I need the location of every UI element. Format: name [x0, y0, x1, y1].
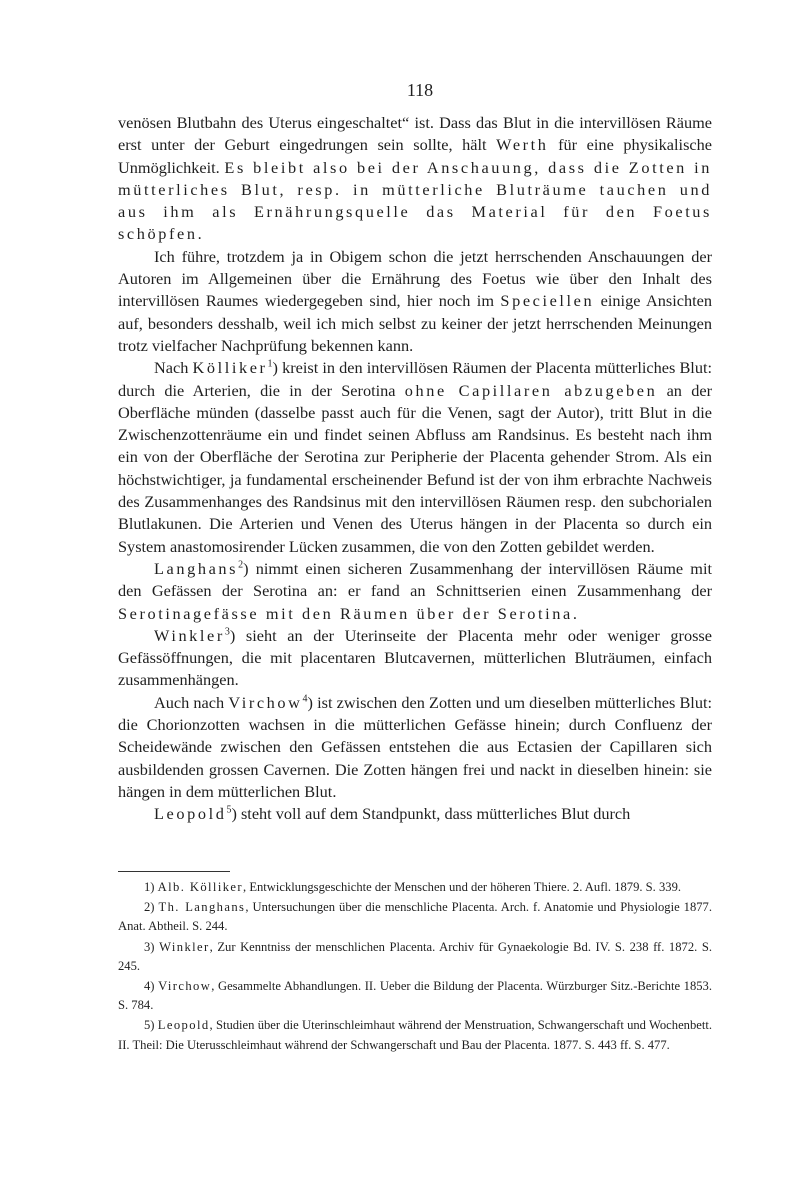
footnote-number: 2): [144, 900, 155, 915]
text-run: ) ist zwischen den Zotten und um dieselben mütterliches Blut: die Chorionzotten wachsen in die mütterlichen Gefässe hinein; durch Confluenz der Scheidewände zwischen den Gefässen entstehen die aus Ectasien der Capillaren sich ausbildenden grossen Cavernen. Die Zotten hängen frei und nackt in dieselben hinein: sie hängen in dem mütterlichen Blut.: [118, 692, 713, 801]
spaced-name: Langhans: [154, 558, 239, 578]
footnote-ref: 5: [226, 804, 232, 816]
text-run: Auch nach: [154, 692, 229, 712]
footnote-number: 5): [144, 1018, 155, 1033]
spaced-name: Kölliker: [192, 358, 268, 378]
spaced-name: Leopold: [154, 804, 227, 824]
text-run: Ich führe, trotzdem ja in Obigem schon die jetzt herrschenden Anschauungen der Autoren im Allgemeinen über die Ernährung des Foetus wie über den Inhalt des intervillösen Raumes wiedergegeben sind, hier noch im: [118, 246, 712, 311]
text-run: ) kreist in den intervillösen Räumen der Placenta mütterliches Blut: durch die Arterien, die in der Serotina: [118, 358, 713, 400]
footnote-author: Leopold: [157, 1018, 210, 1033]
paragraph-4: [118, 558, 712, 625]
footnote-author: Alb. Kölliker: [157, 880, 244, 894]
footnote-author: Winkler: [159, 939, 210, 954]
spaced-name: Winkler: [154, 625, 225, 645]
footnote-text: , Entwicklungsgeschichte der Menschen und der höheren Thiere. 2. Aufl. 1879. S. 339.: [243, 880, 682, 894]
footnote-1: [118, 878, 712, 897]
footnote-3: [118, 938, 712, 976]
footnote-author: Th. Langhans: [158, 900, 246, 915]
footnote-number: 4): [144, 979, 155, 994]
footnote-text: , Zur Kenntniss der menschlichen Placenta. Archiv für Gynaekologie Bd. IV. S. 238 ff. 1872. S. 245.: [118, 939, 712, 973]
footnote-author: Virchow: [158, 979, 212, 994]
paragraph-5: [118, 625, 712, 692]
paragraph-3: [118, 357, 712, 558]
footnote-ref: 1: [267, 358, 273, 370]
footnote-text: , Untersuchungen über die menschliche Placenta. Arch. f. Anatomie und Physiologie 1877. Anat. Abtheil. S. 244.: [118, 900, 712, 934]
page-number: 118: [406, 80, 434, 100]
spaced-emphasis: Serotinagefässe mit den Räumen über der Serotina.: [118, 603, 580, 623]
spaced-emphasis: Es bleibt also bei der Anschauung, dass die Zotten in mütterliches Blut, resp. in mütterliche Bluträume tauchen und aus ihm als Ernährungsquelle das Material für den Foetus schöpfen.: [118, 157, 713, 244]
footnote-ref: 4: [302, 693, 308, 705]
footnote-text: , Gesammelte Abhandlungen. II. Ueber die Bildung der Placenta. Würzburger Sitz.-Berichte 1853. S. 784.: [118, 979, 712, 1013]
spaced-emphasis: ohne Capillaren abzugeben: [404, 380, 658, 400]
footnote-5: [118, 1016, 712, 1054]
footnotes: [118, 878, 712, 1056]
footnote-ref: 2: [238, 559, 244, 571]
text-run: venösen Blutbahn des Uterus eingeschaltet“ ist. Dass das Blut in die intervillösen Räume erst unter der Geburt eingedrungen sein sollte, hält: [118, 113, 712, 155]
footnote-number: 1): [144, 880, 155, 894]
paragraph-7: [118, 803, 712, 825]
text-run: an der Oberfläche münden (dasselbe passt auch für die Venen, sagt der Autor), tritt Blut in die Zwischenzottenräume ein und findet seinen Abfluss am Randsinus. Es besteht nach ihm ein von der Oberfläche der Serotina zur Peripherie der Placenta gehender Strom. Als ein höchstwichtiger, ja fundamental erscheinender Befund ist der von ihm erbrachte Nachweis des Zusammenhanges des Randsinus mit den intervillösen Räumen resp. den subchorialen Blutlakunen. Die Arterien und Venen des Uterus hängen in der Placenta so durch ein System anastomosirender Lücken zusammen, die von den Zotten gebildet werden.: [118, 380, 712, 556]
paragraph-6: [118, 692, 712, 803]
text-run: ) steht voll auf dem Standpunkt, dass mütterliches Blut durch: [231, 804, 631, 824]
text-run: Nach: [154, 358, 193, 378]
paragraph-1: [118, 112, 712, 246]
text-run: einige Ansichten auf, besonders desshalb, weil ich mich selbst zu keiner der jetzt herrschenden Meinungen trotz vielfacher Nachprüfung bekennen kann.: [118, 291, 712, 355]
text-run: ) sieht an der Uterinseite der Placenta mehr oder weniger grosse Gefässöffnungen, die mit placentaren Blutcavernen, mütterlichen Bluträumen, einfach zusammenhängen.: [118, 625, 712, 690]
text-run: für eine physikalische Unmöglichkeit.: [118, 135, 713, 177]
text-run: ) nimmt einen sicheren Zusammenhang der intervillösen Räume mit den Gefässen der Serotina an: er fand an Schnittserien einen Zusammenhang der: [118, 558, 712, 601]
body-text: [118, 112, 712, 826]
footnote-number: 3): [144, 939, 155, 954]
spaced-name: Werth: [496, 135, 549, 155]
paragraph-2: [118, 246, 712, 357]
footnote-4: [118, 977, 712, 1015]
footnote-text: , Studien über die Uterinschleimhaut während der Menstruation, Schwangerschaft und Wochenbett. II. Theil: Die Uterusschleimhaut während der Schwangerschaft und Bau der Placenta. 1877. S. 443 ff. S. 477.: [118, 1018, 712, 1052]
footnote-2: [118, 898, 712, 936]
footnote-divider: [118, 871, 230, 872]
spaced-emphasis: Speciellen: [500, 291, 595, 311]
spaced-name: Virchow: [228, 692, 303, 712]
footnote-ref: 3: [224, 626, 230, 638]
